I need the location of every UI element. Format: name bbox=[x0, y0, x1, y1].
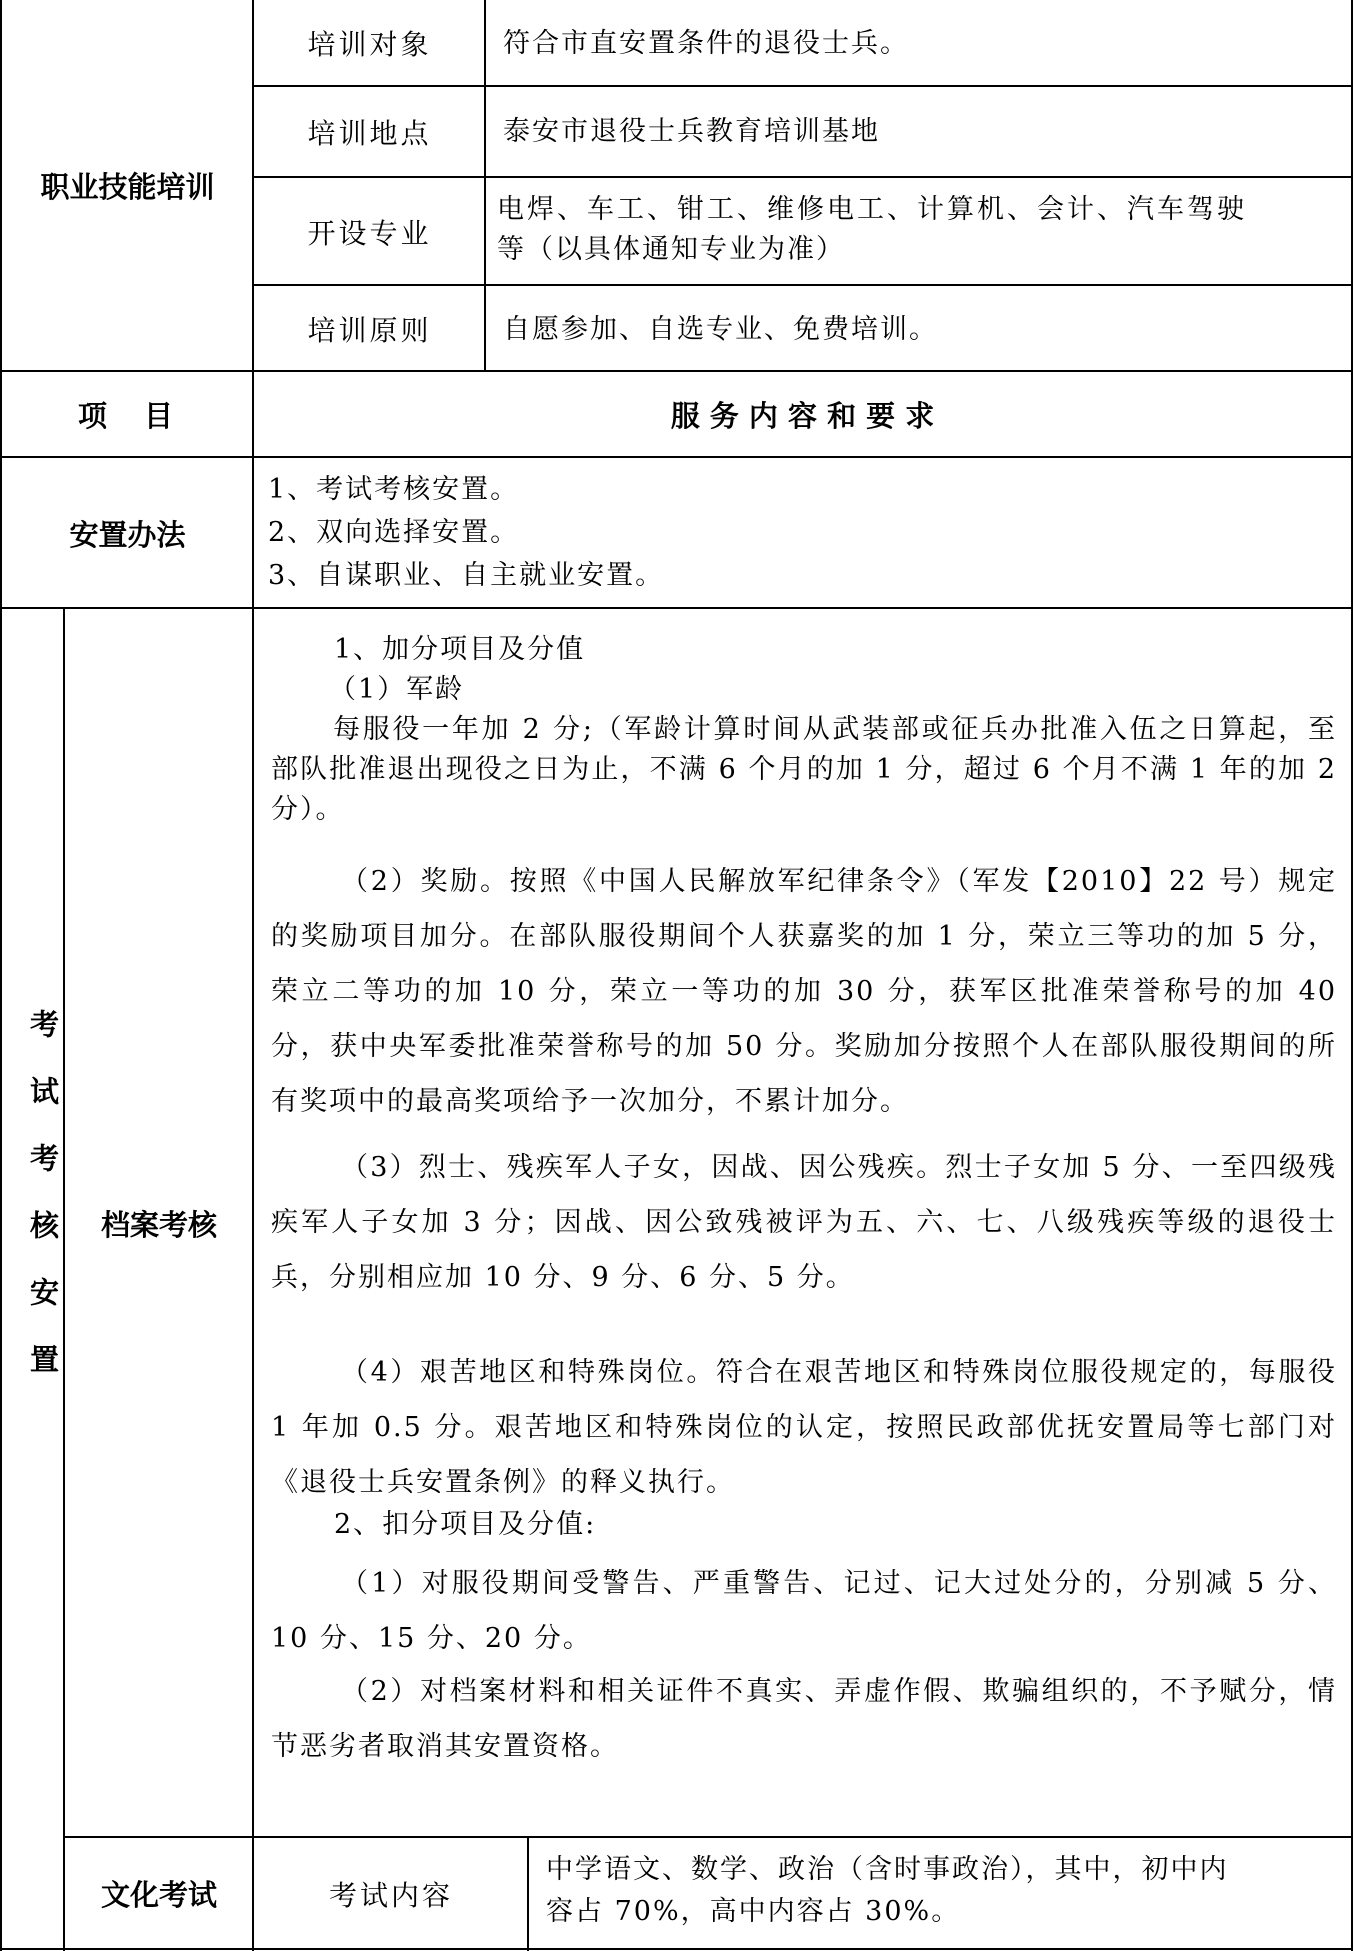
archive-p4: （2）奖励。按照《中国人民解放军纪律条令》（军发【2010】22 号）规定的奖励项目加分。在部队服役期间个人获嘉奖的加 1 分，荣立三等功的加 5 分，荣立二等功的加 10 分，荣立一等功的加 30 分，获军区批准荣誉称号的加 40 分，获中央军委批准荣誉称号的加 50 分。奖励加分按照个人在部队服役期间的所有奖项中的最高奖项给予一次加分，不累计加分。 bbox=[271, 866, 1337, 1117]
archive-p2: （1）军龄 bbox=[329, 674, 465, 705]
culture-exam-title: 文化考试 bbox=[100, 1878, 217, 1912]
archive-p3: 每服役一年加 2 分;（军龄计算时间从武装部或征兵办批准入伍之日算起，至部队批准退出现役之日为止，不满 6 个月的加 1 分，超过 6 个月不满 1 年的加 2 分）。 bbox=[271, 714, 1337, 825]
archive-p8: （1）对服役期间受警告、严重警告、记过、记大过处分的，分别减 5 分、10 分、15 分、20 分。 bbox=[271, 1568, 1337, 1654]
placement-item-3: 3、自谋职业、自主就业安置。 bbox=[268, 560, 665, 591]
training-majors-value-line2: 等（以具体通知专业为准） bbox=[497, 234, 845, 265]
table-outer-right bbox=[1351, 0, 1353, 1951]
placement-item-1: 1、考试考核安置。 bbox=[268, 474, 520, 505]
training-location-label: 培训地点 bbox=[307, 117, 432, 150]
header-content: 服 务 内 容 和 要 求 bbox=[670, 399, 935, 433]
culture-exam-content-line1: 中学语文、数学、政治（含时事政治），其中，初中内 bbox=[546, 1854, 1229, 1885]
training-principle-value: 自愿参加、自选专业、免费培训。 bbox=[503, 314, 938, 345]
archive-p6: （4）艰苦地区和特殊岗位。符合在艰苦地区和特殊岗位服役规定的，每服役 1 年加 0.5 分。艰苦地区和特殊岗位的认定，按照民政部优抚安置局等七部门对《退役士兵安置条例》的释义执行。 bbox=[271, 1357, 1337, 1498]
archive-p9: （2）对档案材料和相关证件不真实、弄虚作假、欺骗组织的，不予赋分，情节恶劣者取消其安置资格。 bbox=[271, 1676, 1337, 1762]
placement-item-2: 2、双向选择安置。 bbox=[268, 517, 520, 548]
archive-review-title: 档案考核 bbox=[100, 1207, 217, 1242]
training-location-value: 泰安市退役士兵教育培训基地 bbox=[503, 116, 880, 147]
archive-p5: （3）烈士、残疾军人子女，因战、因公残疾。烈士子女加 5 分、一至四级残疾军人子女加 3 分；因战、因公致残被评为五、六、七、八级残疾等级的退役士兵，分别相应加 10 分、9 分、6 分、5 分。 bbox=[271, 1152, 1337, 1293]
training-majors-label: 开设专业 bbox=[307, 216, 432, 250]
archive-p7: 2、扣分项目及分值: bbox=[334, 1509, 597, 1540]
training-target-label: 培训对象 bbox=[307, 28, 432, 61]
training-target-value: 符合市直安置条件的退役士兵。 bbox=[503, 28, 909, 59]
culture-exam-content-line2: 容占 70%，高中内容占 30%。 bbox=[546, 1896, 961, 1927]
training-majors-value-line1: 电焊、车工、钳工、维修电工、计算机、会计、汽车驾驶 bbox=[497, 194, 1247, 225]
exam-placement-title: 考试考核安置 bbox=[26, 1009, 60, 1411]
archive-p1: 1、加分项目及分值 bbox=[334, 634, 586, 665]
culture-exam-label: 考试内容 bbox=[328, 1878, 453, 1912]
vocational-training-title: 职业技能培训 bbox=[40, 170, 215, 204]
training-principle-label: 培训原则 bbox=[307, 313, 432, 347]
placement-title: 安置办法 bbox=[69, 517, 186, 552]
header-item: 项 目 bbox=[77, 399, 177, 433]
